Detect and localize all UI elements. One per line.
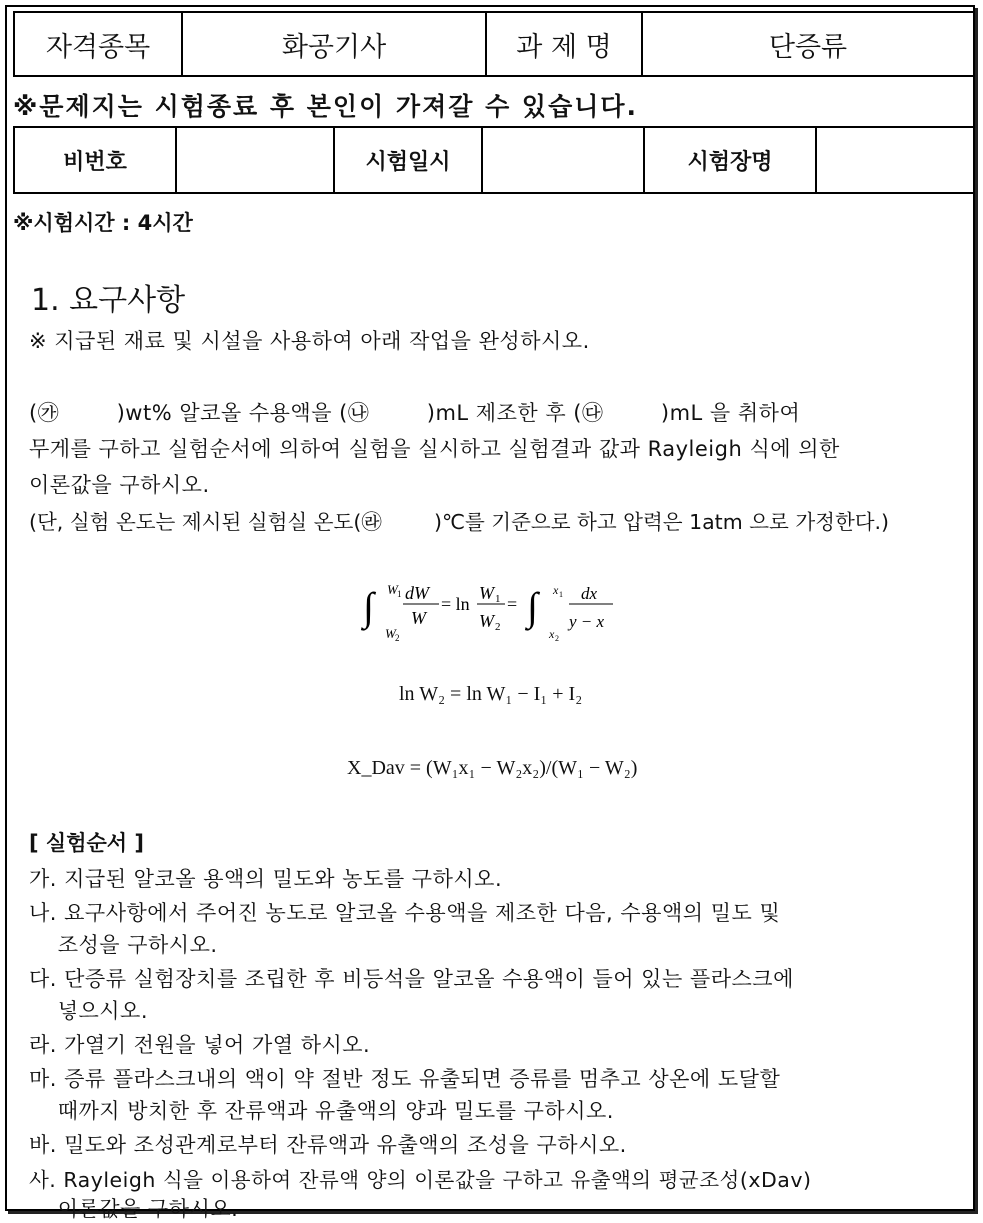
task-label: 과 제 명	[486, 12, 642, 76]
svg-text:2: 2	[395, 633, 400, 642]
info-table	[13, 126, 975, 194]
svg-text:2: 2	[495, 621, 501, 633]
step-item: 넣으시오.	[29, 999, 149, 1023]
subject-value: 화공기사	[182, 12, 486, 76]
svg-text:dW: dW	[405, 583, 429, 603]
average-composition-formula: X_Dav = (W₁x₁ − W₂x₂)/(W₁ − W₂)	[347, 757, 638, 779]
svg-text:W: W	[479, 611, 494, 631]
steps-title: [ 실험순서 ]	[29, 831, 144, 855]
step-item: 이론값을 구하시오.	[29, 1197, 239, 1221]
section-title: 1. 요구사항	[31, 283, 186, 318]
step-item: 조성을 구하시오.	[29, 933, 218, 957]
paragraph-line: (㉮ )wt% 알코올 수용액을 (㉯ )mL 제조한 후 (㉰ )mL 을 취하여	[29, 401, 801, 425]
step-item: 사. Rayleigh 식을 이용하여 잔류액 양의 이론값을 구하고 유출액의 평균조성(xDav)	[29, 1168, 812, 1192]
step-item: 나. 요구사항에서 주어진 농도로 알코올 수용액을 제조한 다음, 수용액의 밀도 및	[29, 901, 781, 925]
svg-text:W: W	[411, 608, 426, 628]
task-value: 단증류	[642, 12, 974, 76]
step-item: 때까지 방치한 후 잔류액과 유출액의 양과 밀도를 구하시오.	[29, 1099, 614, 1123]
svg-text:2: 2	[555, 634, 559, 642]
step-item: 라. 가열기 전원을 넣어 가열 하시오.	[29, 1033, 371, 1057]
paragraph-line: (단, 실험 온도는 제시된 실험실 온도(㉱ )℃를 기준으로 하고 압력은 1atm 으로 가정한다.)	[29, 510, 890, 534]
svg-text:W: W	[479, 583, 494, 603]
step-item: 바. 밀도와 조성관계로부터 잔류액과 유출액의 조성을 구하시오.	[29, 1133, 627, 1157]
svg-text:W: W	[385, 626, 396, 641]
svg-text:= ln: = ln	[441, 594, 470, 614]
paragraph-line: 무게를 구하고 실험순서에 의하여 실험을 실시하고 실험결과 값과 Rayleigh 식에 의한	[29, 437, 840, 461]
exam-date-label: 시험일시	[334, 127, 482, 193]
instruction: ※ 지급된 재료 및 시설을 사용하여 아래 작업을 완성하시오.	[29, 329, 590, 353]
svg-text:∫: ∫	[363, 584, 374, 629]
header-table	[13, 11, 975, 77]
svg-text:1: 1	[559, 590, 563, 599]
seat-number-field[interactable]	[176, 127, 334, 193]
exam-site-label: 시험장명	[644, 127, 816, 193]
svg-text:W: W	[387, 582, 398, 597]
svg-text:=: =	[507, 594, 518, 614]
rayleigh-integral-formula	[357, 572, 637, 642]
svg-text:∫: ∫	[527, 584, 538, 629]
exam-sheet	[5, 5, 975, 1221]
svg-text:1: 1	[397, 589, 402, 599]
subject-label: 자격종목	[14, 12, 182, 76]
svg-text:dx: dx	[581, 584, 598, 603]
log-formula: ln W₂ = ln W₁ − I₁ + I₂	[399, 683, 583, 705]
svg-text:x: x	[553, 583, 559, 597]
exam-date-field[interactable]	[482, 127, 644, 193]
step-item: 다. 단증류 실험장치를 조립한 후 비등석을 알코올 수용액이 들어 있는 플라스크에	[29, 967, 794, 991]
paragraph-line: 이론값을 구하시오.	[29, 473, 210, 497]
notice-text: ※문제지는 시험종료 후 본인이 가져갈 수 있습니다.	[13, 92, 639, 121]
svg-text:x: x	[549, 627, 555, 641]
svg-text:y − x: y − x	[569, 612, 605, 631]
svg-text:1: 1	[495, 593, 501, 605]
step-item: 가. 지급된 알코올 용액의 밀도와 농도를 구하시오.	[29, 867, 503, 891]
seat-number-label: 비번호	[14, 127, 176, 193]
time-note: ※시험시간 : 4시간	[13, 211, 193, 235]
exam-site-field[interactable]	[816, 127, 974, 193]
step-item: 마. 증류 플라스크내의 액이 약 절반 정도 유출되면 증류를 멈추고 상온에 도달할	[29, 1067, 781, 1091]
